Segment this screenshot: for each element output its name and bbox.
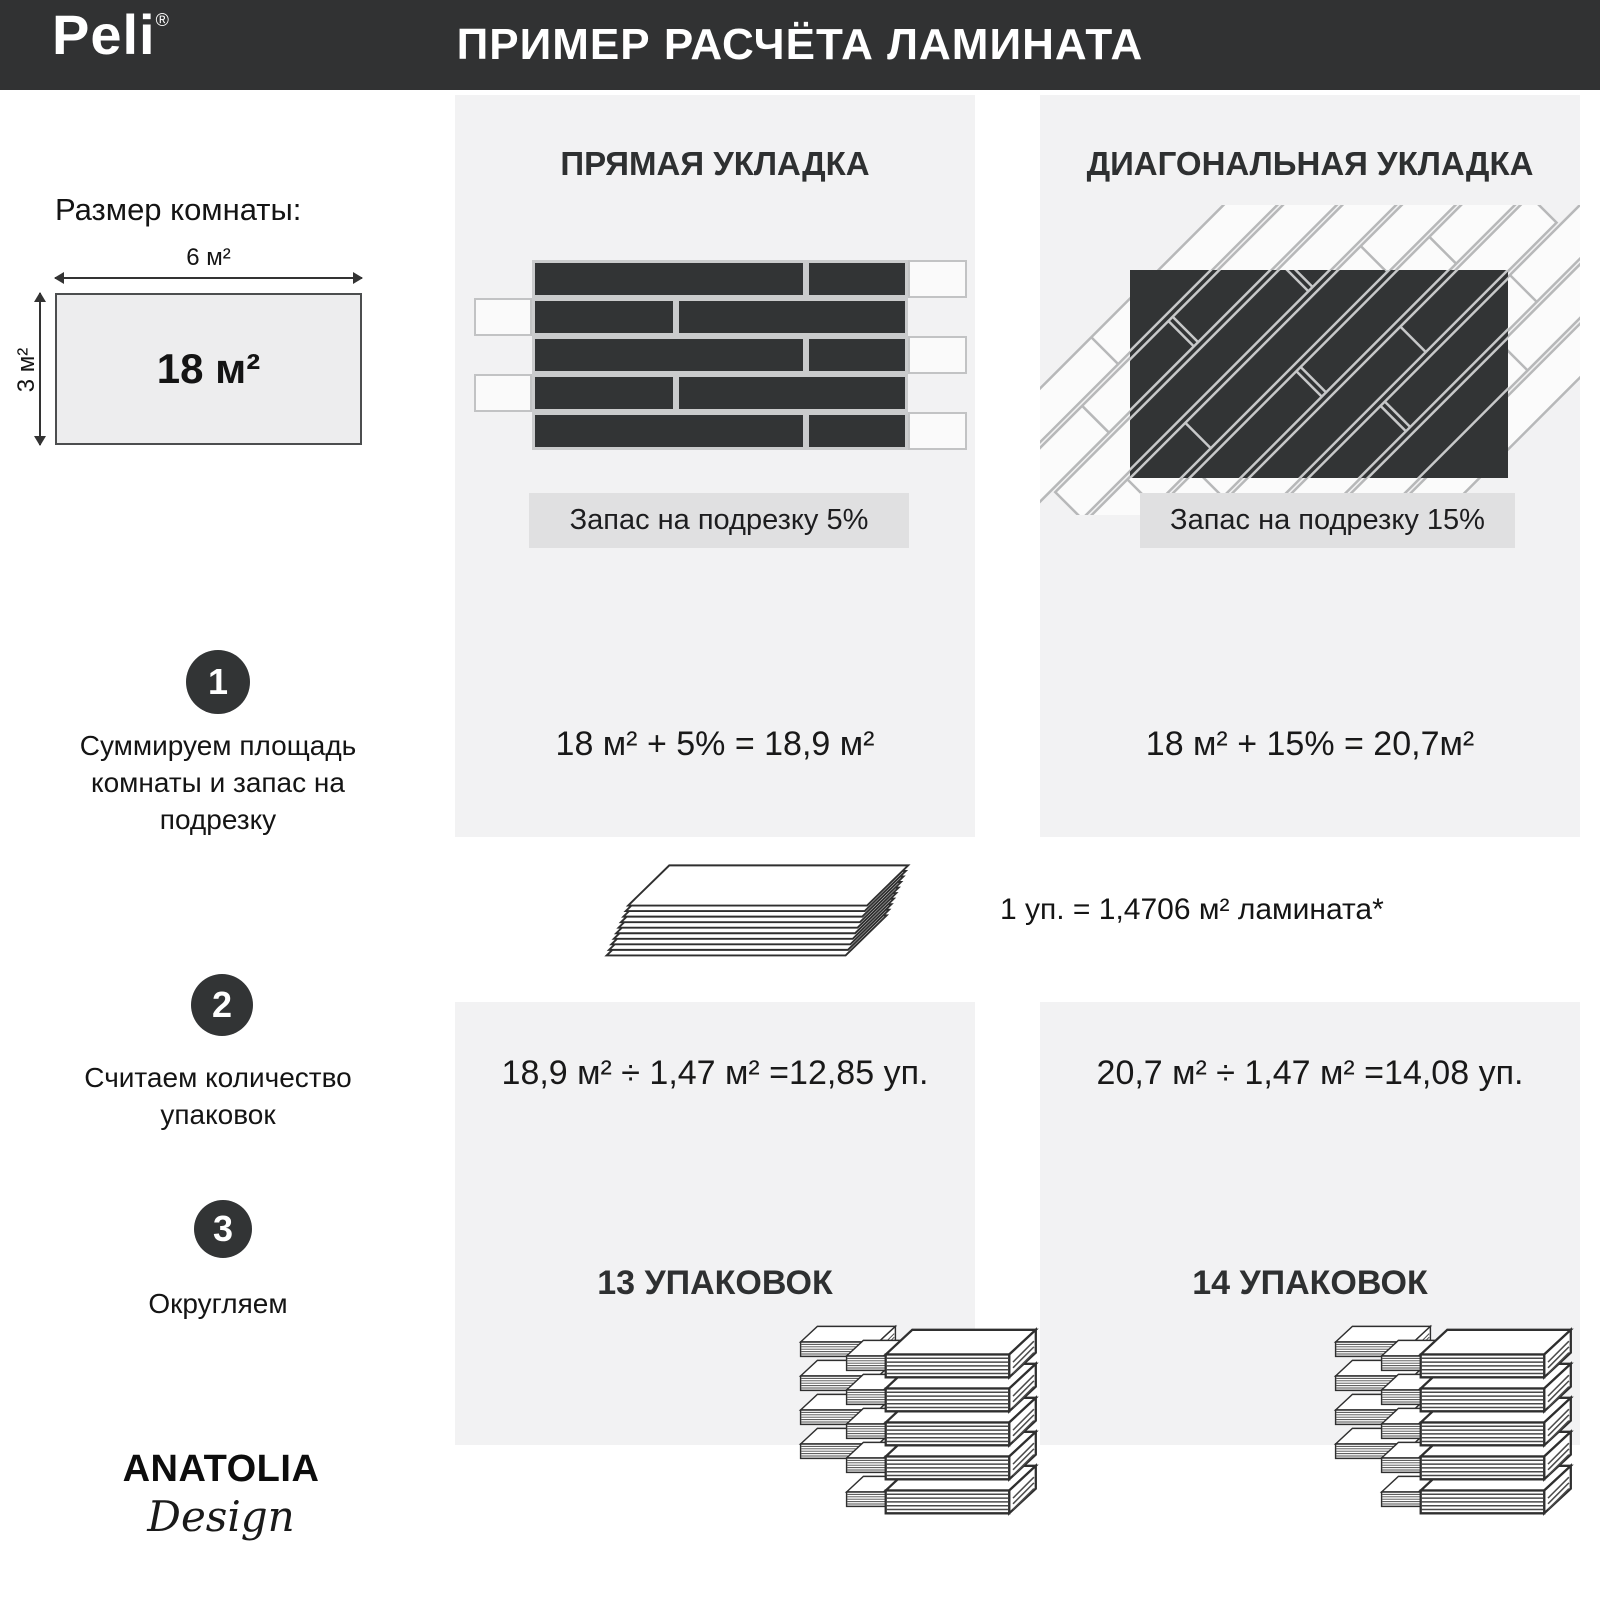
straight-packs-result: 13 УПАКОВОК — [597, 1264, 833, 1302]
packages-front-column — [1421, 1330, 1571, 1514]
package-coverage-note: 1 уп. = 1,4706 м² ламината* — [1000, 893, 1384, 926]
packages-front-column — [886, 1330, 1036, 1514]
straight-area-formula: 18 м² + 5% = 18,9 м² — [555, 725, 875, 763]
diagonal-packs-formula: 20,7 м² ÷ 1,47 м² =14,08 уп. — [1096, 1054, 1524, 1092]
packages-stack-straight-icon — [795, 1318, 1045, 1518]
page-title: ПРИМЕР РАСЧЁТА ЛАМИНАТА — [456, 20, 1144, 69]
step-1-badge — [186, 650, 250, 714]
diagonal-allowance-badge: Запас на подрезку 15% — [1140, 493, 1515, 548]
registered-mark: ® — [155, 10, 170, 30]
step-1-label: Суммируем площадь комнаты и запас на подрезку — [79, 730, 357, 835]
step-3-label: Округляем — [148, 1288, 288, 1319]
diagonal-packs-result: 14 УПАКОВОК — [1192, 1264, 1428, 1302]
diagonal-layout-pattern — [1040, 205, 1580, 515]
step-3-number: 3 — [212, 1208, 234, 1249]
room-width-label: 6 м² — [186, 244, 231, 271]
brand-logo: ANATOLIA — [122, 1448, 320, 1490]
step-1-number: 1 — [207, 661, 229, 702]
diagonal-laying-panel — [1040, 95, 1580, 837]
straight-allowance-badge: Запас на подрезку 5% — [529, 493, 909, 548]
packages-stack-diagonal-icon — [1330, 1318, 1580, 1518]
room-rectangle — [55, 293, 362, 445]
diagonal-laying-title: ДИАГОНАЛЬНАЯ УКЛАДКА — [1086, 145, 1534, 182]
brand-logo-sub: Design — [147, 1492, 295, 1541]
step-2-badge — [191, 974, 253, 1036]
width-dimension-arrow — [55, 277, 362, 279]
room-height-label: 3 м² — [13, 347, 40, 393]
room-area-value: 18 м² — [156, 345, 261, 392]
straight-packs-formula: 18,9 м² ÷ 1,47 м² =12,85 уп. — [501, 1054, 929, 1092]
room-size-label: Размер комнаты: — [55, 192, 302, 227]
step-3-badge — [194, 1200, 252, 1258]
straight-laying-title: ПРЯМАЯ УКЛАДКА — [560, 145, 870, 182]
header-bar — [0, 0, 1600, 90]
step-2-label: Считаем количество упаковок — [84, 1062, 352, 1130]
peli-logo-text: Peli — [52, 3, 156, 66]
laminate-pack-icon — [578, 852, 923, 960]
straight-laying-panel — [455, 95, 975, 837]
step-2-number: 2 — [211, 984, 233, 1025]
diagonal-area-formula: 18 м² + 15% = 20,7м² — [1145, 725, 1475, 763]
